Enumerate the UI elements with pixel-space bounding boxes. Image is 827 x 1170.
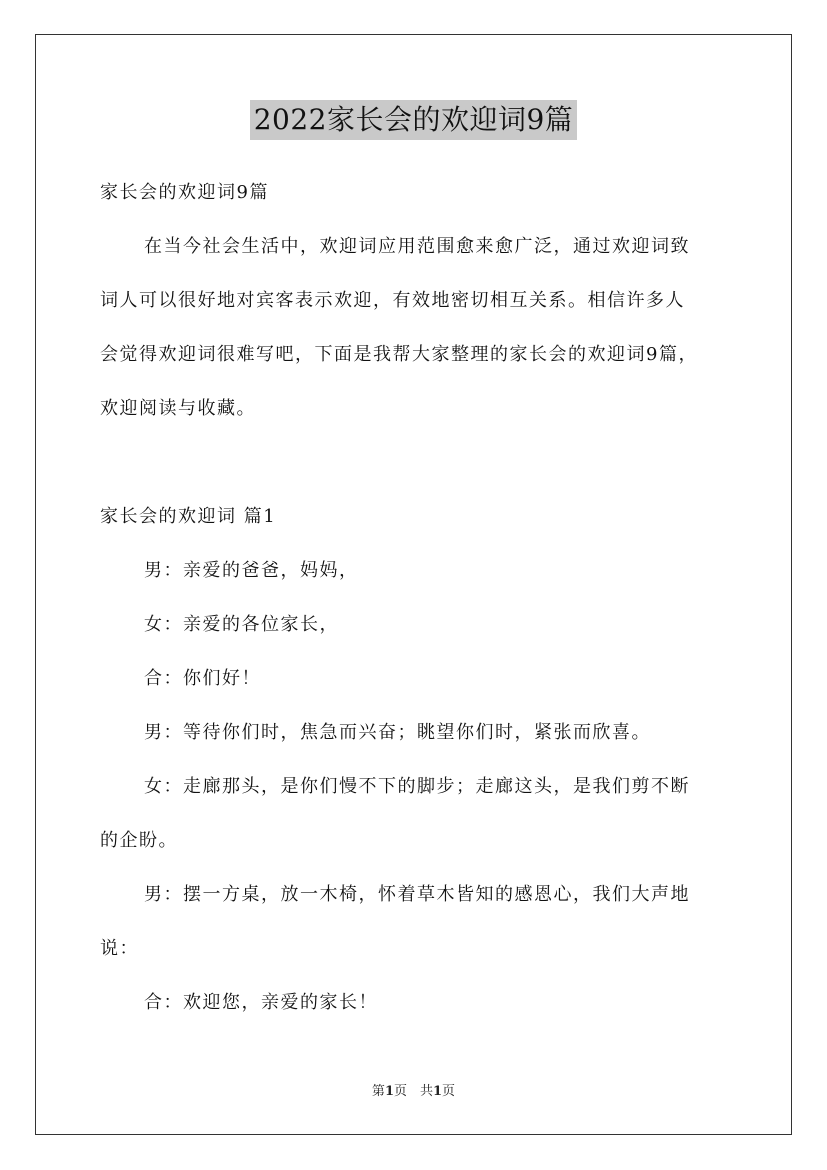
dialogue-line [100,715,730,751]
section-heading [100,499,730,535]
document-title: 2022家长会的欢迎词9篇 [250,100,578,140]
dialogue-line [100,661,730,697]
footer-page-prefix: 第 [371,1084,385,1099]
footer-page-mid: 页 共 [393,1084,433,1099]
intro-paragraph [100,229,730,427]
document-body [100,175,730,1021]
dialogue-line [100,553,730,589]
dialogue-line [100,607,730,643]
dialogue-text: 男：等待你们时，焦急而兴奋；眺望你们时，紧张而欣喜。 [144,722,651,743]
section-heading-text: 家长会的欢迎词 篇1 [100,506,277,527]
subtitle-text: 家长会的欢迎词9篇 [100,182,269,203]
dialogue-line [100,769,730,859]
title-container [0,100,827,140]
intro-line: 欢迎阅读与收藏。 [100,398,256,419]
dialogue-line [100,877,730,967]
dialogue-text: 男：摆一方桌，放一木椅，怀着草木皆知的感恩心，我们大声地 [144,884,690,905]
dialogue-text: 的企盼。 [100,830,178,851]
dialogue-text: 女：走廊那头，是你们慢不下的脚步；走廊这头，是我们剪不断 [144,776,690,797]
footer-page-current: 1 [384,1084,394,1099]
dialogue-text: 合：欢迎您，亲爱的家长！ [144,992,378,1013]
footer-page-total: 1 [433,1084,443,1099]
page-footer [0,1083,827,1101]
intro-line: 会觉得欢迎词很难写吧，下面是我帮大家整理的家长会的欢迎词9篇， [100,344,698,365]
intro-line: 词人可以很好地对宾客表示欢迎，有效地密切相互关系。相信许多人 [100,290,685,311]
subtitle [100,175,730,211]
dialogue-text: 男：亲爱的爸爸，妈妈， [144,560,359,581]
footer-page-suffix: 页 [442,1084,456,1099]
dialogue-text: 说： [100,938,139,959]
intro-line: 在当今社会生活中，欢迎词应用范围愈来愈广泛，通过欢迎词致 [144,236,690,257]
dialogue-text: 女：亲爱的各位家长， [144,614,339,635]
dialogue-text: 合：你们好！ [144,668,261,689]
dialogue-line [100,985,730,1021]
